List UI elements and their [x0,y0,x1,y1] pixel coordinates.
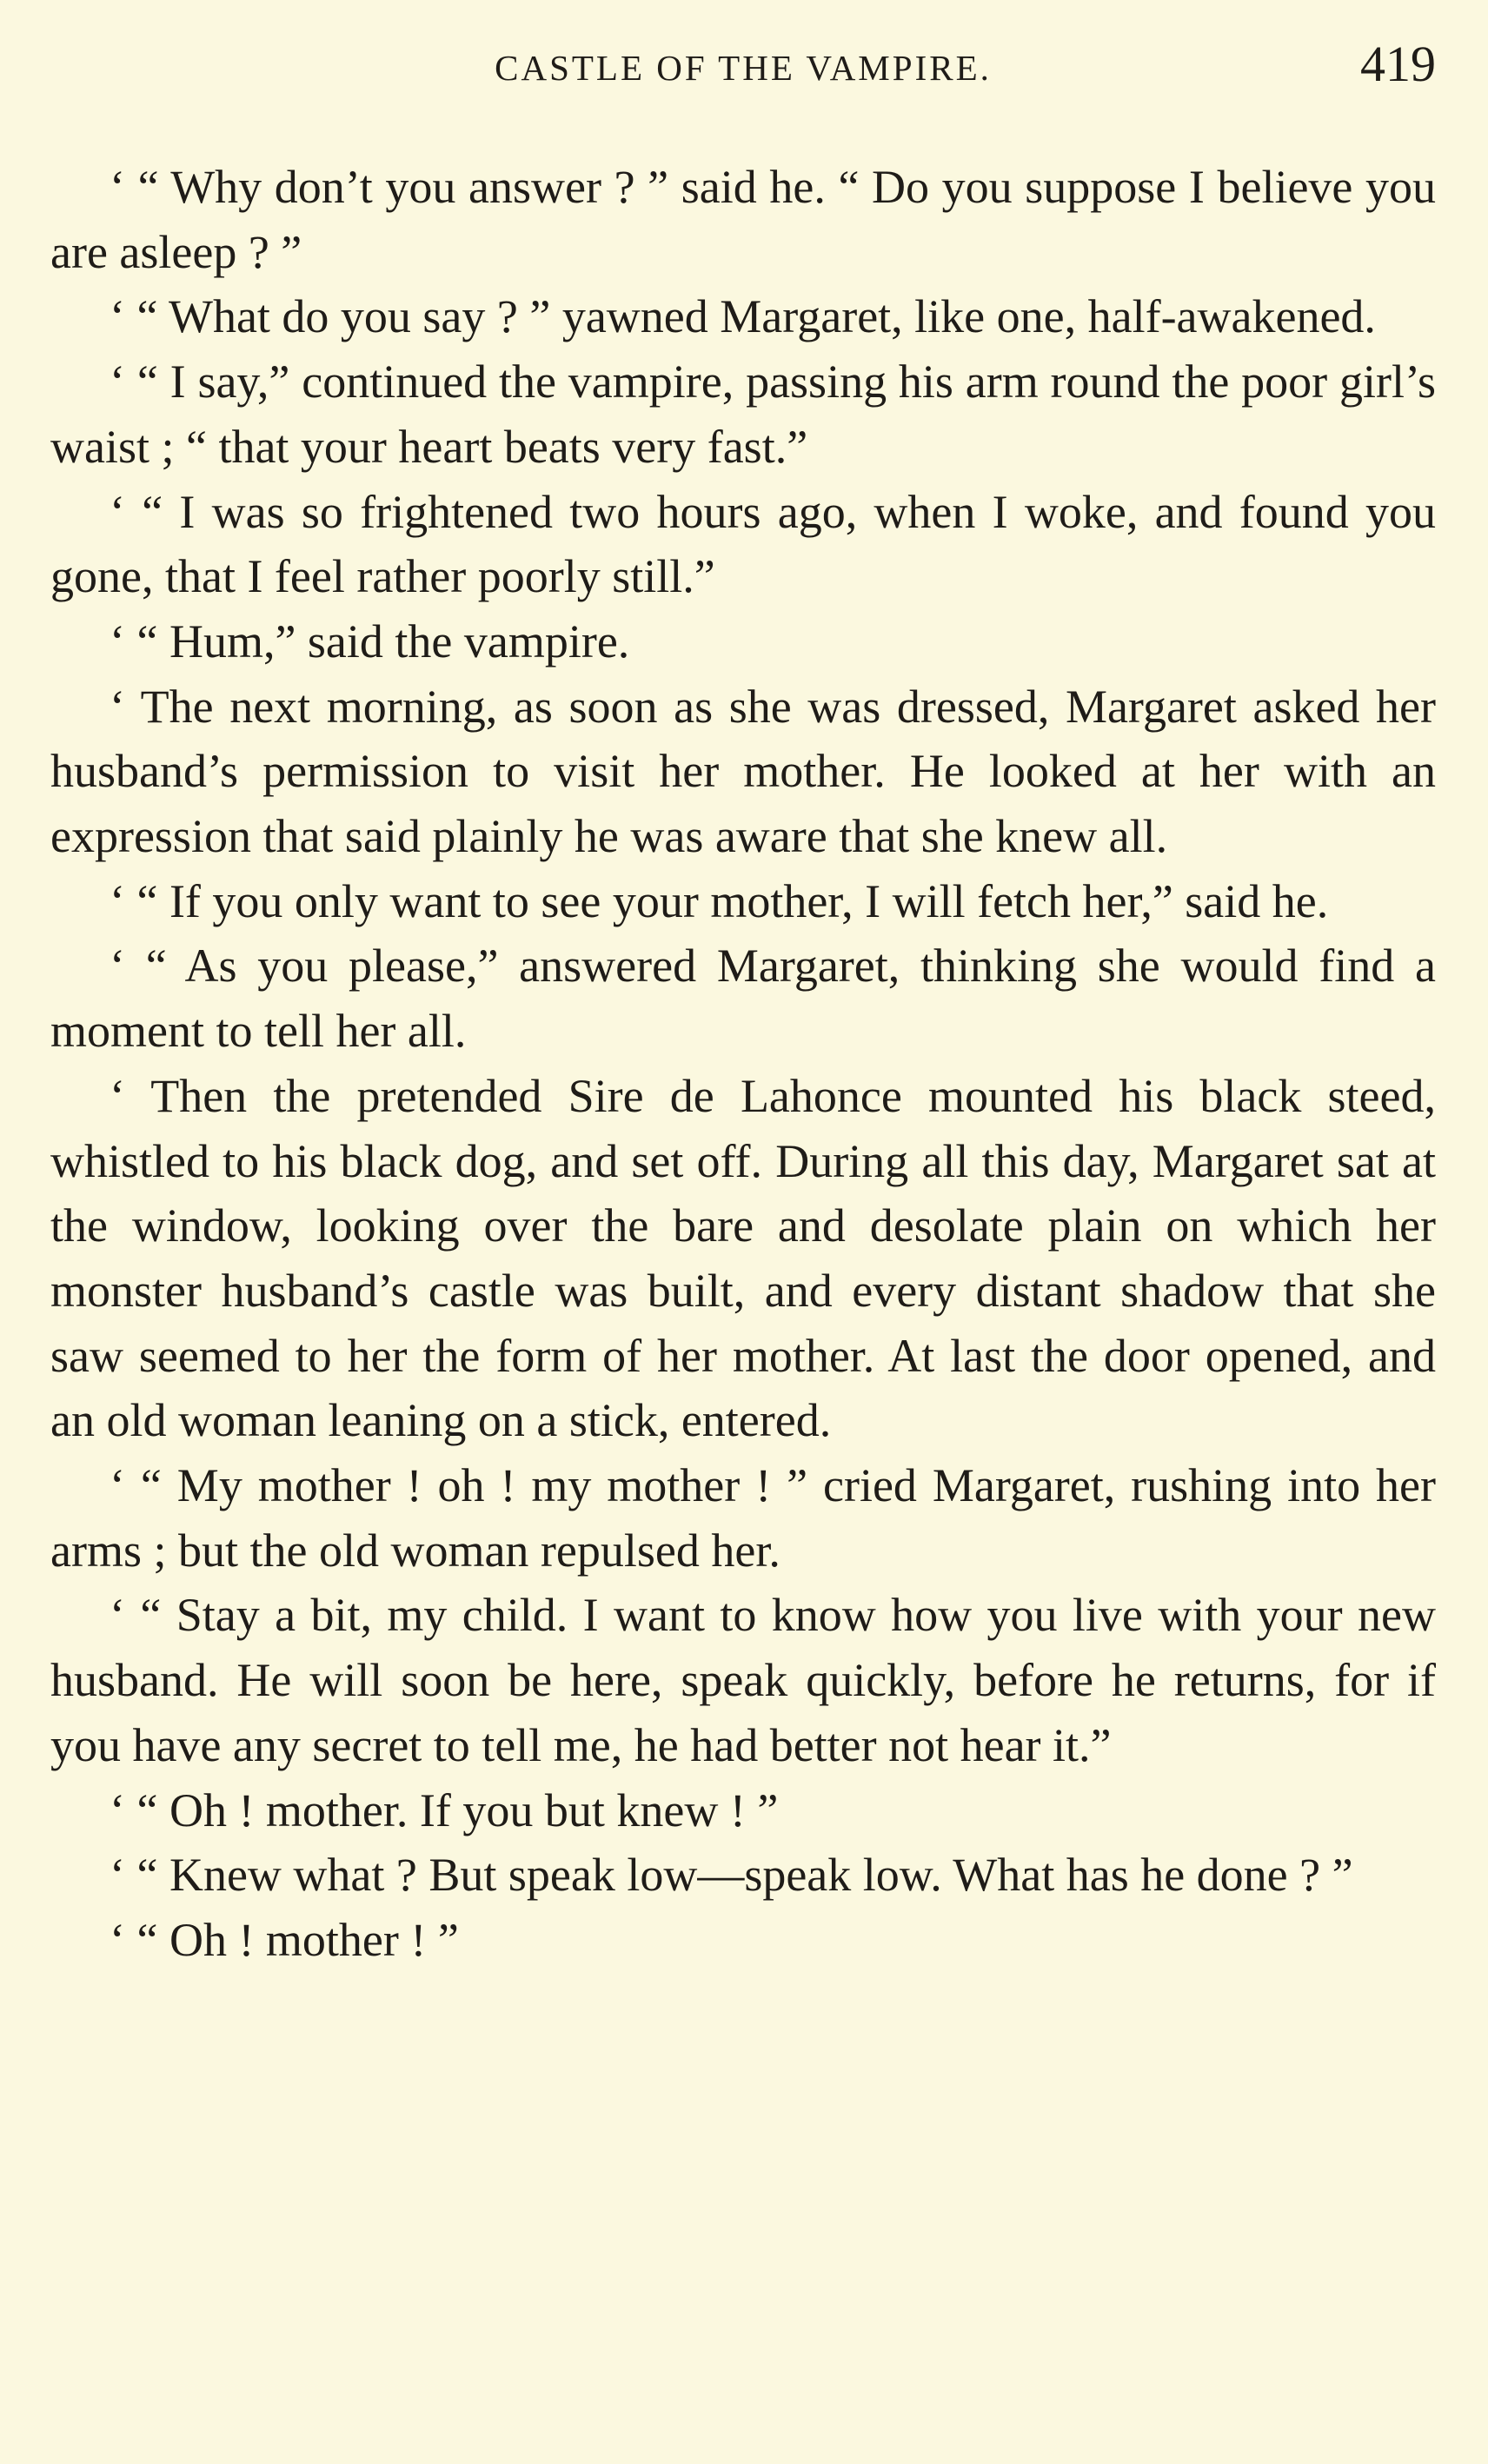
paragraph: ‘ Then the pretended Sire de Lahonce mounted his black steed, whistled to his black dog, and set off. During all this day, Margaret sat at the window, looking over the bare and desolate plain on which her monster husband’s castle was built, and every distant shadow that she saw seemed to her the form of her mother. At last the door opened, and an old woman leaning on a stick, entered. [50,1069,1436,1447]
book-page [50,0,1436,2464]
paragraph: ‘ “ If you only want to see your mother, I will fetch her,” said he. [110,874,1329,927]
paragraph: ‘ “ My mother ! oh ! my mother ! ” cried Margaret, rushing into her arms ; but the old woman repulsed her. [50,1459,1436,1577]
running-title: CASTLE OF THE VAMPIRE. [495,48,992,88]
paragraph: ‘ “ Oh ! mother ! ” [110,1913,459,1966]
paragraph: ‘ “ Why don’t you answer ? ” said he. “ Do you suppose I believe you are asleep ? ” [50,161,1436,278]
paragraph: ‘ “ As you please,” answered Margaret, thinking she would find a moment to tell her all. [50,940,1436,1058]
paragraph: ‘ “ I was so frightened two hours ago, when I woke, and found you gone, that I feel rather poorly still.” [50,485,1436,603]
paragraph: ‘ “ Knew what ? But speak low—speak low. What has he done ? ” [110,1849,1353,1902]
text-body [50,155,1436,1973]
paragraph: ‘ “ Stay a bit, my child. I want to know how you live with your new husband. He will soon be here, speak quickly, before he returns, for if you have any secret to tell me, he had better not hear it.” [50,1589,1436,1771]
paragraph: ‘ “ I say,” continued the vampire, passing his arm round the poor girl’s waist ; “ that your heart beats very fast.” [50,355,1436,473]
paragraph: ‘ “ Oh ! mother. If you but knew ! ” [110,1783,779,1836]
paragraph: ‘ The next morning, as soon as she was dressed, Margaret asked her husband’s permission to visit her mother. He looked at her with an expression that said plainly he was aware that she knew all. [50,680,1436,863]
paragraph: ‘ “ What do you say ? ” yawned Margaret, like one, half-awakened. [110,290,1376,343]
paragraph: ‘ “ Hum,” said the vampire. [110,614,630,667]
page-number: 419 [1360,36,1436,92]
running-head [50,35,1436,104]
